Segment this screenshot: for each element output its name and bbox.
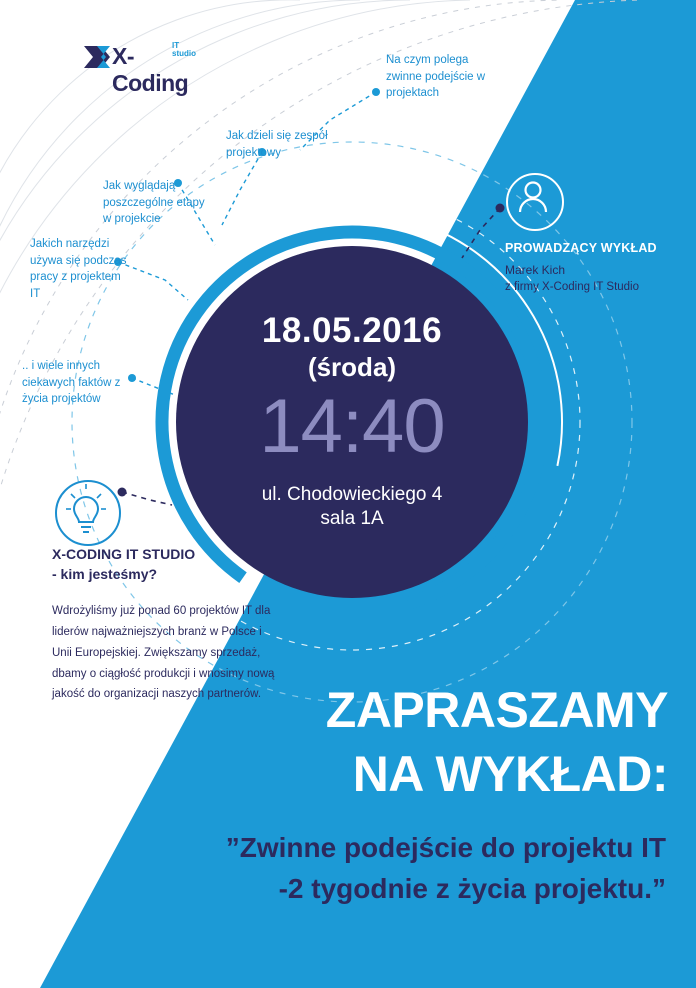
lecturer-heading: PROWADZĄCY WYKŁAD	[505, 241, 657, 255]
lightbulb-icon	[55, 480, 121, 546]
event-weekday: (środa)	[307, 352, 397, 383]
about-body: Wdrożyliśmy już ponad 60 projektów IT dla liderów najważniejszych branż w Polsce i Unii Europejskiej. Zwiększamy sprzedaż, dbamy o ciągłość produkcji i wnosimy nową jakość do organizacji naszych partnerów.	[52, 604, 275, 701]
annotation-team-split: Jak dzieli się zespół projektowy	[226, 130, 328, 159]
about-title-line2: - kim jesteśmy?	[52, 565, 158, 582]
headline-line2: NA WYKŁAD:	[352, 746, 668, 802]
logo-wordmark: X-Coding	[112, 43, 189, 96]
logo-superscript	[172, 42, 196, 59]
headline	[28, 678, 668, 806]
annotation-other-facts: .. i wiele innych ciekawych faktów z życia projektów	[22, 360, 121, 406]
person-icon	[506, 173, 564, 231]
about-title-line1: X-CODING IT STUDIO	[52, 546, 196, 562]
lecture-title-line1: ”Zwinne podejście do projektu IT	[225, 832, 666, 863]
annotation-agile-approach: Na czym polega zwinne podejście w projektach	[386, 54, 486, 100]
brand-logo	[84, 41, 196, 96]
logo-superscript-it: IT	[172, 41, 180, 50]
lecture-title-line2: -2 tygodnie z życia projektu.”	[278, 872, 666, 904]
event-address-room: sala 1A	[320, 507, 384, 529]
event-date: 18.05.2016	[261, 311, 443, 351]
lecture-title	[26, 828, 666, 909]
logo-superscript-studio: studio	[172, 49, 196, 59]
event-address-street: ul. Chodowieckiego 4	[261, 484, 443, 506]
lecturer-company: z firmy X-Coding IT Studio	[505, 281, 640, 294]
headline-line1: ZAPRASZAMY	[325, 682, 668, 738]
annotation-tools-used: Jakich narzędzi używa się podczas pracy z projektem IT	[30, 238, 127, 301]
lecturer-name: Marek Kich	[505, 263, 566, 277]
event-address	[262, 483, 443, 531]
annotation-project-stages: Jak wyglądają poszczególne etapy w projekcie	[103, 180, 205, 226]
event-time: 14:40	[259, 384, 445, 470]
about-title	[52, 545, 282, 585]
lecturer-block	[505, 241, 675, 296]
